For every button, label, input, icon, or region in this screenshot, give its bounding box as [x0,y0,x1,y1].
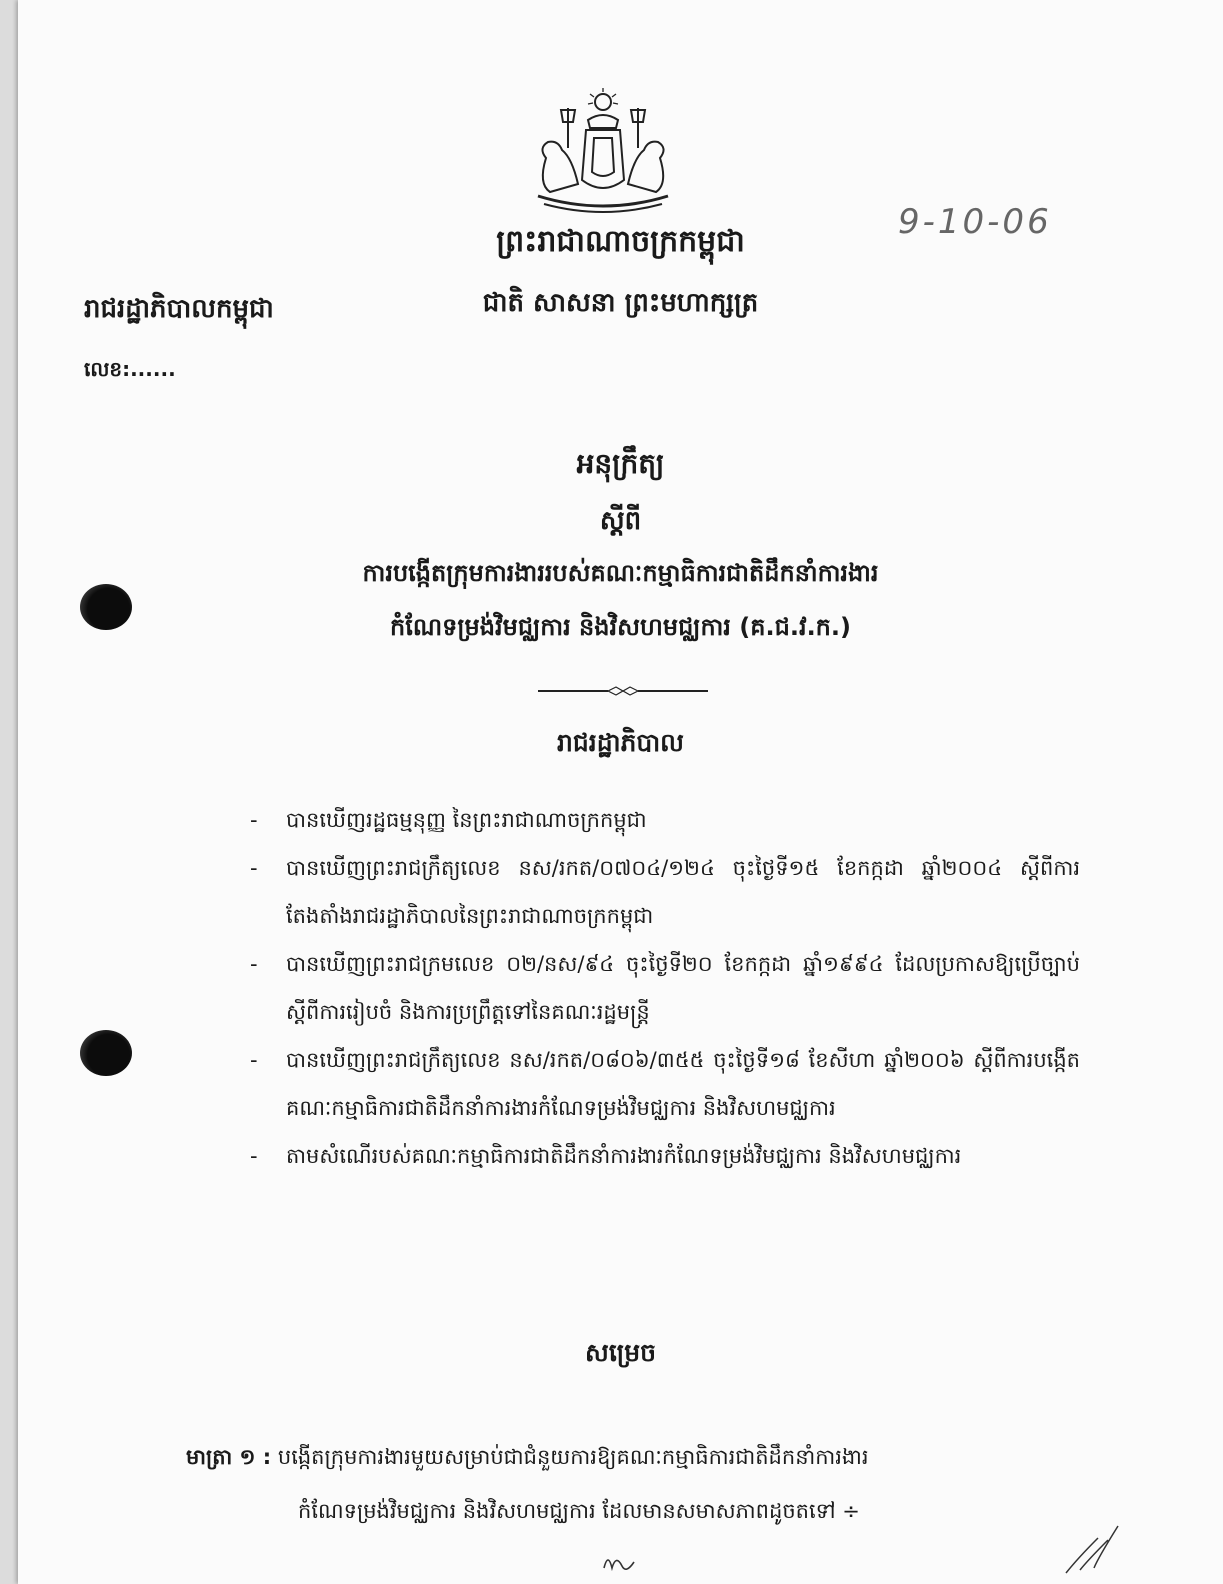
document-type: អនុក្រឹត្យ [576,447,665,480]
preamble-item: - បានឃើញព្រះរាជក្រមលេខ ០២/នស/៩៤ ចុះថ្ងៃទី២០ ខែកក្កដា ឆ្នាំ១៩៩៤ ដែលប្រកាសឱ្យប្រើច្បាប់ស្តីពីការរៀបចំ និងការប្រព្រឹត្តទៅនៃគណៈរដ្ឋមន្ត្រី [250,952,1080,1024]
article-1 [186,1430,1086,1538]
article-1-label: មាត្រា ១ : [186,1445,272,1469]
preamble-item: - បានឃើញព្រះរាជក្រឹត្យលេខ នស/រកត/០៧០៤/១២៤ ចុះថ្ងៃទី១៥ ខែកក្កដា ឆ្នាំ២០០៤ ស្តីពីការតែងតាំងរាជរដ្ឋាភិបាលនៃព្រះរាជាណាចក្រកម្ពុជា [250,856,1080,928]
about-label: ស្តីពី [599,506,642,536]
preamble-item: - តាមសំណើរបស់គណៈកម្មាធិការជាតិដឹកនាំការងារកំណែទម្រង់វិមជ្ឈការ និងវិសហមជ្ឈការ [250,1144,962,1168]
preamble-list [250,796,1080,1180]
signature-mark-icon [1058,1518,1128,1578]
initials-mark-icon [600,1548,640,1578]
document-page [18,0,1223,1584]
reference-number: លេខ:...... [84,357,176,381]
subject-line-1: ការបង្កើតក្រុមការងាររបស់គណៈកម្មាធិការជាតិដឹកនាំការងារ [362,559,879,587]
subject-line-2: កំណែទម្រង់វិមជ្ឈការ និងវិសហមជ្ឈការ (គ.ជ.វ.ក.) [389,613,851,641]
kingdom-title: ព្រះរាជាណាចក្រកម្ពុជា [496,224,745,259]
article-1-text-line-1: បង្កើតក្រុមការងារមួយសម្រាប់ជាជំនួយការឱ្យគណៈកម្មាធិការជាតិដឹកនាំការងារ [277,1445,869,1469]
issuer-heading: រាជរដ្ឋាភិបាល [557,728,684,757]
preamble-item: - បានឃើញព្រះរាជក្រឹត្យលេខ នស/រកត/០៨០៦/៣៥៥ ចុះថ្ងៃទី១៨ ខែសីហា ឆ្នាំ២០០៦ ស្តីពីការបង្កើតគណៈកម្មាធិការជាតិដឹកនាំការងារកំណែទម្រង់វិមជ្ឈការ និងវិសហមជ្ឈការ [250,1048,1080,1120]
handwritten-date: 9-10-06 [898,202,1052,242]
national-motto: ជាតិ សាសនា ព្រះមហាក្សត្រ [482,288,759,318]
royal-coat-of-arms-icon [528,88,678,218]
decision-heading: សម្រេច [585,1338,656,1367]
government-header: រាជរដ្ឋាភិបាលកម្ពុជា [84,294,274,324]
punch-hole-bottom [80,1030,132,1076]
preamble-item: - បានឃើញរដ្ឋធម្មនុញ្ញ នៃព្រះរាជាណាចក្រកម្ពុជា [250,808,647,832]
article-1-text-line-2: កំណែទម្រង់វិមជ្ឈការ និងវិសហមជ្ឈការ ដែលមានសមាសភាពដូចតទៅ ÷ [298,1499,860,1523]
ornamental-divider [538,686,708,696]
